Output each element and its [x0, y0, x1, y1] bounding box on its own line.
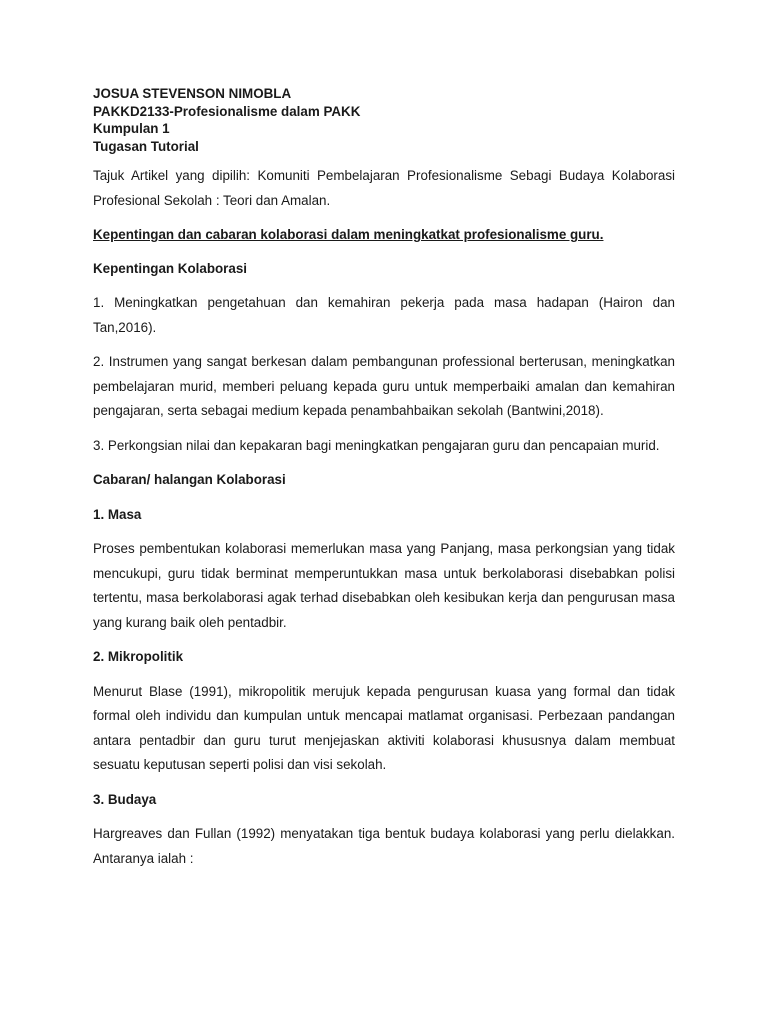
challenges-heading: Cabaran/ halangan Kolaborasi: [93, 472, 286, 487]
importance-point: 3. Perkongsian nilai dan kepakaran bagi meningkatkan pengajaran guru dan pencapaian murid.: [93, 437, 660, 453]
challenge-title-budaya: 3. Budaya: [93, 791, 157, 807]
task-label: Tugasan Tutorial: [93, 138, 199, 154]
author-name: JOSUA STEVENSON NIMOBLA: [93, 86, 292, 101]
group-label: Kumpulan 1: [93, 121, 170, 136]
document-content: [93, 85, 675, 881]
challenge-body-masa: Proses pembentukan kolaborasi memerlukan masa yang Panjang, masa perkongsian yang tidak mencukupi, guru tidak berminat memperuntukkan masa untuk berkolaborasi disebabkan polisi tertentu, masa berkolaborasi agak terhad disebabkan oleh kesibukan kerja dan pengurusan masa yang kurang baik oleh pentadbir.: [93, 541, 675, 630]
challenge-title-masa: 1. Masa: [93, 506, 142, 522]
challenge-body-budaya: Hargreaves dan Fullan (1992) menyatakan tiga bentuk budaya kolaborasi yang perlu dielakkan. Antaranya ialah :: [93, 826, 675, 866]
importance-point: 1. Meningkatkan pengetahuan dan kemahiran pekerja pada masa hadapan (Hairon dan Tan,2016).: [93, 295, 675, 335]
author-header: [93, 85, 675, 155]
course-code: PAKKD2133-Profesionalisme dalam PAKK: [93, 103, 361, 119]
article-intro: Tajuk Artikel yang dipilih: Komuniti Pembelajaran Profesionalisme Sebagi Budaya Kolaborasi Profesional Sekolah : Teori dan Amalan.: [93, 168, 675, 208]
importance-point: 2. Instrumen yang sangat berkesan dalam pembangunan professional berterusan, meningkatkan pembelajaran murid, memberi peluang kepada guru untuk memperbaiki amalan dan kemahiran pengajaran, serta sebagai medium kepada penambahbaikan sekolah (Bantwini,2018).: [93, 354, 675, 418]
challenge-body-mikropolitik: Menurut Blase (1991), mikropolitik merujuk kepada pengurusan kuasa yang formal dan tidak formal oleh individu dan kumpulan untuk mencapai matlamat organisasi. Perbezaan pandangan antara pentadbir dan guru turut menjejaskan aktiviti kolaborasi khususnya dalam membuat sesuatu keputusan seperti polisi dan visi sekolah.: [93, 683, 675, 772]
importance-heading: Kepentingan Kolaborasi: [93, 260, 248, 276]
main-title: Kepentingan dan cabaran kolaborasi dalam meningkatkat profesionalisme guru.: [93, 227, 604, 242]
challenge-title-mikropolitik: 2. Mikropolitik: [93, 649, 184, 664]
